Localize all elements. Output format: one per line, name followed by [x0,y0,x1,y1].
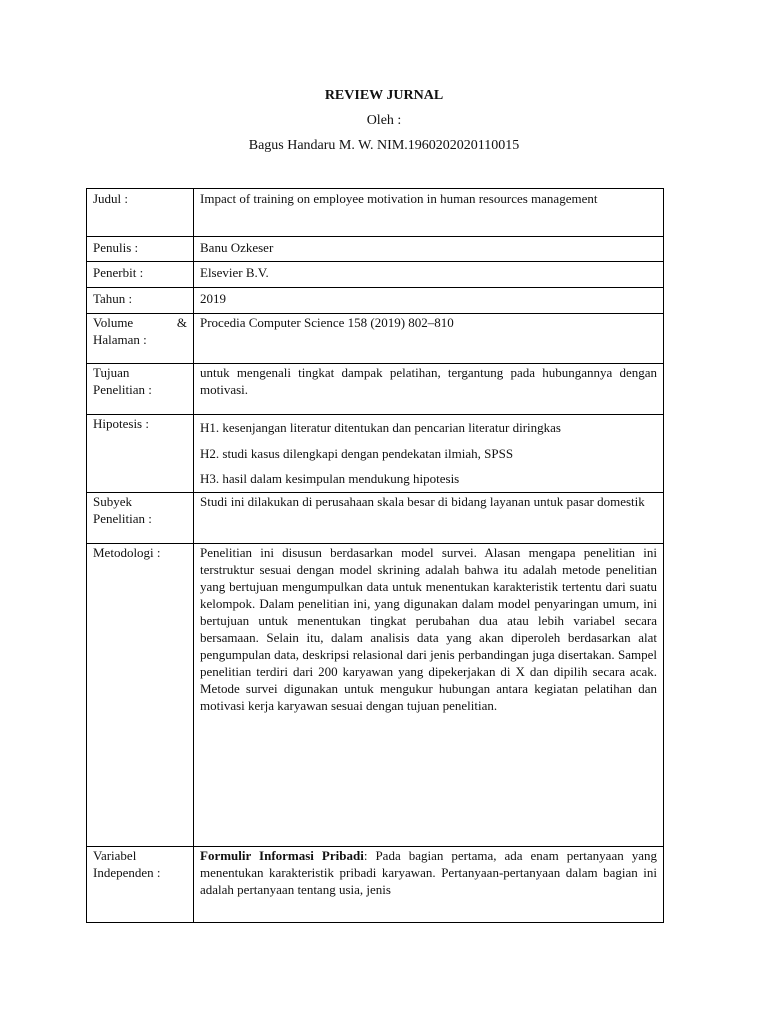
label-variabel-line2: Independen : [93,864,161,880]
value-subyek: Studi ini dilakukan di perusahaan skala besar di bidang layanan untuk pasar domestik [194,492,664,543]
label-variabel [87,846,194,922]
value-judul: Impact of training on employee motivation in human resources management [194,189,664,237]
label-tahun: Tahun : [87,288,194,314]
hypothesis-item-2: H2. studi kasus dilengkapi dengan pendekatan ilmiah, SPSS [200,445,514,461]
label-metodologi: Metodologi : [87,543,194,846]
hypothesis-item-1: H1. kesenjangan literatur ditentukan dan pencarian literatur diringkas [200,420,561,435]
value-variabel-heading: Formulir Informasi Pribadi [200,847,364,863]
document-title: REVIEW JURNAL [324,88,444,103]
label-tujuan-line2: Penelitian : [93,382,152,397]
value-variabel [194,846,664,922]
label-variabel-line1: Variabel [93,847,137,863]
value-metodologi: Penelitian ini disusun berdasarkan model survei. Alasan mengapa penelitian ini terstruktur sesuai dengan model skrining adalah bahwa itu adalah metode penelitian yang bertujuan mengumpulkan data untuk menentukan karakteristik tertentu dari suatu kelompok. Dalam penelitian ini, yang digunakan dalam model penyaringan umum, ini bertujuan untuk menentukan tingkat perubahan dua atau lebih variabel secara bersamaan. Selain itu, dalam analisis data yang akan diperoleh berdasarkan alat pengumpulan data, deskripsi relasional dari jenis perbandingan juga disertakan. Sampel penelitian terdiri dari 200 karyawan yang dipekerjakan di X dan dipilih secara acak. Metode survei digunakan untuk mengukur hubungan antara kegiatan pelatihan dan motivasi kerja karyawan sesuai dengan tujuan penelitian. [194,543,664,846]
row-hipotesis [87,415,664,493]
row-variabel [87,846,664,922]
value-penerbit: Elsevier B.V. [194,262,664,288]
label-volume-line1: Volume & [93,315,187,330]
author-name: Bagus Handaru M. W. NIM.1960202020110015 [248,138,520,153]
label-tujuan [87,364,194,415]
value-penulis: Banu Ozkeser [194,237,664,262]
row-volume [87,314,664,364]
label-subyek-line1: Subyek [93,493,132,509]
label-tujuan-line1: Tujuan [93,365,130,380]
label-subyek [87,492,194,543]
label-hipotesis: Hipotesis : [87,415,194,493]
row-tahun [87,288,664,314]
label-judul: Judul : [87,189,194,237]
label-volume-line2: Halaman : [93,332,147,347]
hypothesis-item-3: H3. hasil dalam kesimpulan mendukung hipotesis [200,471,460,486]
row-metodologi [87,543,664,846]
value-tahun: 2019 [194,288,664,314]
row-tujuan [87,364,664,415]
label-penerbit: Penerbit : [87,262,194,288]
label-volume [87,314,194,364]
row-subyek [87,492,664,543]
row-penulis [87,237,664,262]
value-volume: Procedia Computer Science 158 (2019) 802–810 [194,314,664,364]
label-subyek-line2: Penelitian : [93,510,152,526]
value-tujuan: untuk mengenali tingkat dampak pelatihan, tergantung pada hubungannya dengan motivasi. [194,364,664,415]
row-judul [87,189,664,237]
author-label: Oleh : [366,113,402,128]
review-table [86,188,664,923]
row-penerbit [87,262,664,288]
value-variabel-text: : Pada bagian pertama, ada enam pertanyaan yang menentukan karakteristik pribadi karyawan. Pertanyaan-pertanyaan dalam bagian ini adalah pertanyaan tentang usia, jenis [200,847,657,897]
value-hipotesis [194,415,664,493]
label-penulis: Penulis : [87,237,194,262]
